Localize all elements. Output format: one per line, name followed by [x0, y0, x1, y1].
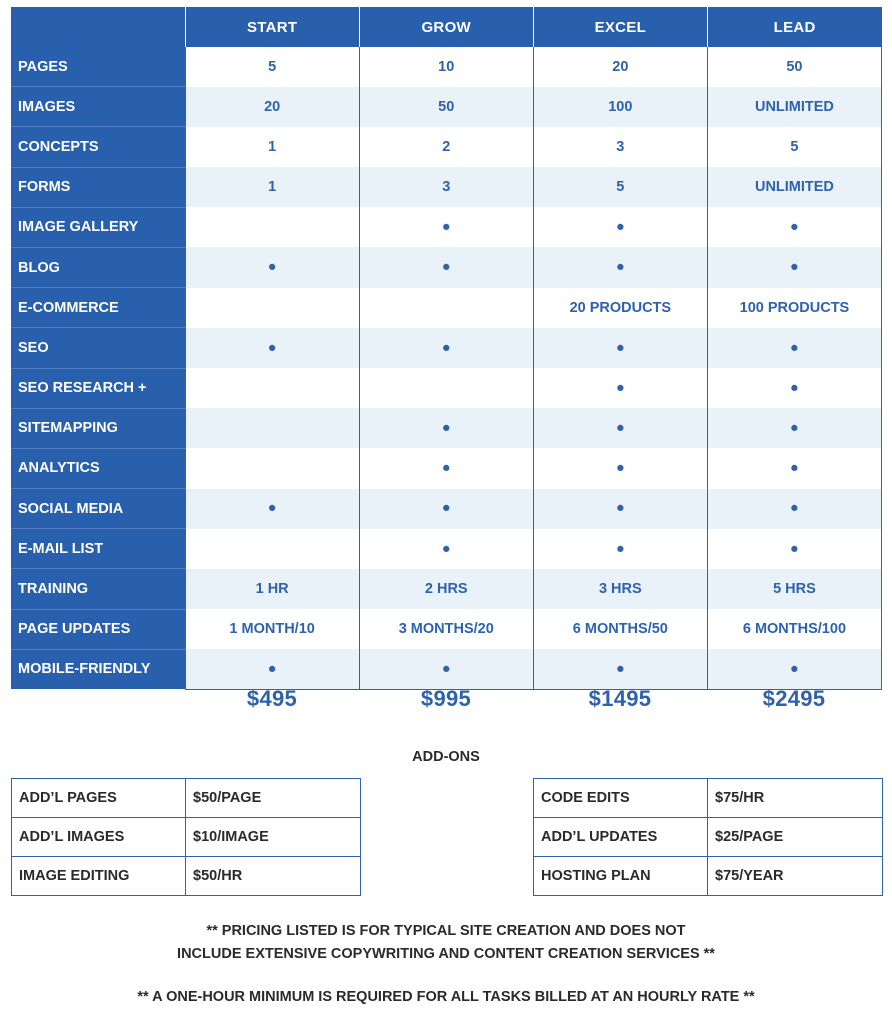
- feature-value: 5: [533, 167, 707, 207]
- price-lead: $2495: [762, 686, 826, 711]
- addon-row: [534, 857, 883, 896]
- feature-value: 3: [359, 167, 533, 207]
- addon-price: $25/PAGE: [708, 818, 883, 857]
- feature-value: [185, 207, 359, 247]
- included-dot-icon: ●: [533, 207, 707, 247]
- feature-label: PAGE UPDATES: [11, 609, 185, 649]
- included-dot-icon: ●: [359, 489, 533, 529]
- price-start: $495: [246, 686, 298, 711]
- pricing-table-body: [11, 47, 882, 689]
- pricing-note-line-1: ** PRICING LISTED IS FOR TYPICAL SITE CREATION AND DOES NOT: [206, 923, 686, 939]
- feature-label: BLOG: [11, 247, 185, 287]
- addon-price: $50/PAGE: [186, 779, 361, 818]
- addon-price: $10/IMAGE: [186, 818, 361, 857]
- included-dot-icon: ●: [185, 247, 359, 287]
- feature-label: MOBILE-FRIENDLY: [11, 649, 185, 689]
- feature-row: [11, 649, 882, 689]
- included-dot-icon: ●: [359, 408, 533, 448]
- feature-value: 2: [359, 127, 533, 167]
- included-dot-icon: ●: [707, 529, 881, 569]
- plan-excel-header: EXCEL: [533, 7, 707, 47]
- feature-row: [11, 207, 882, 247]
- feature-label: SOCIAL MEDIA: [11, 489, 185, 529]
- feature-row: [11, 328, 882, 368]
- feature-value: 5 HRS: [707, 569, 881, 609]
- feature-value: 1: [185, 127, 359, 167]
- addon-price: $75/YEAR: [708, 857, 883, 896]
- feature-value: 50: [707, 47, 881, 87]
- feature-label: SEO RESEARCH +: [11, 368, 185, 408]
- feature-value: UNLIMITED: [707, 87, 881, 127]
- included-dot-icon: ●: [533, 368, 707, 408]
- feature-row: [11, 368, 882, 408]
- addon-item: CODE EDITS: [534, 779, 708, 818]
- addon-row: [12, 818, 361, 857]
- feature-value: 1: [185, 167, 359, 207]
- included-dot-icon: ●: [533, 529, 707, 569]
- feature-value: [185, 288, 359, 328]
- feature-value: 50: [359, 87, 533, 127]
- included-dot-icon: ●: [359, 649, 533, 689]
- feature-value: 3 MONTHS/20: [359, 609, 533, 649]
- pricing-note-line-2: INCLUDE EXTENSIVE COPYWRITING AND CONTENT CREATION SERVICES **: [177, 946, 715, 962]
- included-dot-icon: ●: [707, 489, 881, 529]
- price-grow: $995: [420, 686, 472, 711]
- addons-title: ADD-ONS: [412, 749, 480, 765]
- included-dot-icon: ●: [359, 448, 533, 488]
- addon-row: [12, 779, 361, 818]
- feature-value: 20 PRODUCTS: [533, 288, 707, 328]
- feature-label: PAGES: [11, 47, 185, 87]
- included-dot-icon: ●: [707, 408, 881, 448]
- feature-row: [11, 288, 882, 328]
- feature-value: 20: [533, 47, 707, 87]
- feature-row: [11, 448, 882, 488]
- plan-header-row: [11, 7, 882, 47]
- included-dot-icon: ●: [707, 328, 881, 368]
- feature-row: [11, 529, 882, 569]
- feature-row: [11, 47, 882, 87]
- included-dot-icon: ●: [185, 328, 359, 368]
- plan-grow-header: GROW: [359, 7, 533, 47]
- plan-start-header: START: [185, 7, 359, 47]
- feature-value: 6 MONTHS/100: [707, 609, 881, 649]
- addons-table-left: [11, 778, 361, 896]
- addon-item: IMAGE EDITING: [12, 857, 186, 896]
- addon-item: ADD’L UPDATES: [534, 818, 708, 857]
- feature-value: 1 HR: [185, 569, 359, 609]
- addon-item: ADD’L IMAGES: [12, 818, 186, 857]
- addons-table-right: [533, 778, 883, 896]
- feature-row: [11, 489, 882, 529]
- included-dot-icon: ●: [533, 489, 707, 529]
- addon-price: $75/HR: [708, 779, 883, 818]
- included-dot-icon: ●: [359, 328, 533, 368]
- included-dot-icon: ●: [185, 489, 359, 529]
- feature-label: IMAGE GALLERY: [11, 207, 185, 247]
- feature-value: [359, 288, 533, 328]
- included-dot-icon: ●: [359, 247, 533, 287]
- included-dot-icon: ●: [707, 368, 881, 408]
- included-dot-icon: ●: [359, 207, 533, 247]
- feature-value: 10: [359, 47, 533, 87]
- feature-label: ANALYTICS: [11, 448, 185, 488]
- plan-lead-header: LEAD: [707, 7, 881, 47]
- feature-value: 2 HRS: [359, 569, 533, 609]
- included-dot-icon: ●: [707, 247, 881, 287]
- feature-label: E-COMMERCE: [11, 288, 185, 328]
- feature-label: SEO: [11, 328, 185, 368]
- feature-value: 3: [533, 127, 707, 167]
- included-dot-icon: ●: [359, 529, 533, 569]
- feature-row: [11, 87, 882, 127]
- included-dot-icon: ●: [185, 649, 359, 689]
- feature-value: 6 MONTHS/50: [533, 609, 707, 649]
- feature-value: [185, 368, 359, 408]
- feature-label: E-MAIL LIST: [11, 529, 185, 569]
- feature-row: [11, 247, 882, 287]
- pricing-table: [11, 7, 882, 690]
- feature-value: 20: [185, 87, 359, 127]
- feature-row: [11, 127, 882, 167]
- addon-price: $50/HR: [186, 857, 361, 896]
- feature-label: TRAINING: [11, 569, 185, 609]
- addon-item: HOSTING PLAN: [534, 857, 708, 896]
- addon-row: [534, 779, 883, 818]
- included-dot-icon: ●: [533, 649, 707, 689]
- addon-item: ADD’L PAGES: [12, 779, 186, 818]
- feature-label: IMAGES: [11, 87, 185, 127]
- feature-value: 1 MONTH/10: [185, 609, 359, 649]
- feature-row: [11, 569, 882, 609]
- addon-row: [534, 818, 883, 857]
- feature-value: [185, 408, 359, 448]
- feature-label: CONCEPTS: [11, 127, 185, 167]
- feature-label: SITEMAPPING: [11, 408, 185, 448]
- feature-value: 100 PRODUCTS: [707, 288, 881, 328]
- feature-value: 100: [533, 87, 707, 127]
- feature-row: [11, 408, 882, 448]
- feature-value: [185, 448, 359, 488]
- included-dot-icon: ●: [707, 207, 881, 247]
- feature-row: [11, 609, 882, 649]
- feature-value: UNLIMITED: [707, 167, 881, 207]
- feature-label: FORMS: [11, 167, 185, 207]
- feature-row: [11, 167, 882, 207]
- feature-value: [185, 529, 359, 569]
- included-dot-icon: ●: [533, 247, 707, 287]
- feature-value: 5: [707, 127, 881, 167]
- feature-value: 5: [185, 47, 359, 87]
- hourly-minimum-note: ** A ONE-HOUR MINIMUM IS REQUIRED FOR ALL TASKS BILLED AT AN HOURLY RATE **: [137, 989, 755, 1005]
- included-dot-icon: ●: [707, 448, 881, 488]
- included-dot-icon: ●: [707, 649, 881, 689]
- included-dot-icon: ●: [533, 448, 707, 488]
- price-row: [185, 686, 881, 712]
- feature-value: 3 HRS: [533, 569, 707, 609]
- header-corner: [11, 7, 185, 47]
- feature-value: [359, 368, 533, 408]
- addon-row: [12, 857, 361, 896]
- included-dot-icon: ●: [533, 408, 707, 448]
- price-excel: $1495: [588, 686, 652, 711]
- included-dot-icon: ●: [533, 328, 707, 368]
